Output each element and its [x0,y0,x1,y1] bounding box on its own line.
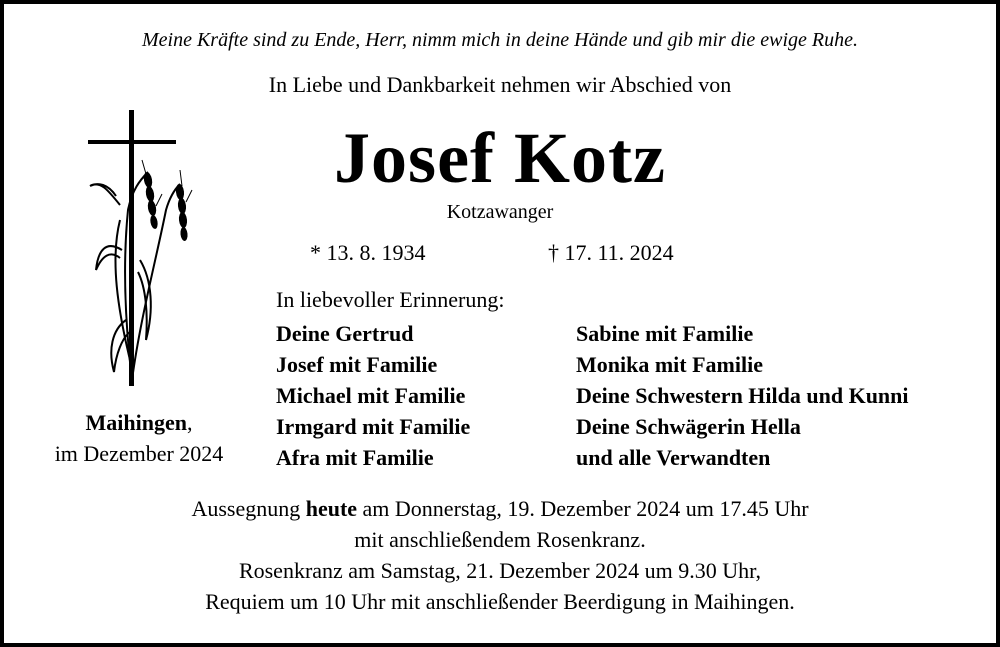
mourner-name: Sabine mit Familie [576,321,754,346]
place-comma: , [186,410,193,435]
service-line2: mit anschließendem Rosenkranz. [354,527,646,552]
mourners-right-column [576,318,909,473]
mourner-name: Irmgard mit Familie [276,414,471,439]
mourner-name: Deine Gertrud [276,321,414,346]
service-line1-end: am Donnerstag, 19. Dezember 2024 um 17.45 Uhr [357,496,809,521]
place-and-date [0,407,278,469]
deceased-name: Josef Kotz [334,118,666,198]
deceased-nickname: Kotzawanger [446,201,554,223]
mourner-name: Deine Schwägerin Hella [576,414,801,439]
mourner-name: Josef mit Familie [276,352,438,377]
motto-text: Meine Kräfte sind zu Ende, Herr, nimm mich in deine Hände und gib mir die ewige Ruhe. [142,29,858,51]
place-town: Maihingen [85,410,187,435]
mourner-name: Michael mit Familie [276,383,466,408]
service-line1-start: Aussegnung [191,496,306,521]
mourners-left-column [276,318,470,473]
mourner-name: Deine Schwestern Hilda und Kunni [576,383,909,408]
mourner-name: und alle Verwandten [576,445,771,470]
service-line3: Rosenkranz am Samstag, 21. Dezember 2024 um 9.30 Uhr, [238,558,762,583]
service-info [0,493,1000,617]
death-date: † 17. 11. 2024 [548,240,674,265]
mourner-name: Monika mit Familie [576,352,763,377]
service-today: heute [305,496,358,521]
birth-date: * 13. 8. 1934 [310,240,426,265]
place-date: im Dezember 2024 [54,441,224,466]
mourners-heading: In liebevoller Erinnerung: [276,287,505,312]
mourner-name: Afra mit Familie [276,445,434,470]
service-line4: Requiem um 10 Uhr mit anschließender Beerdigung in Maihingen. [205,589,795,614]
intro-text: In Liebe und Dankbarkeit nehmen wir Abschied von [268,72,732,97]
